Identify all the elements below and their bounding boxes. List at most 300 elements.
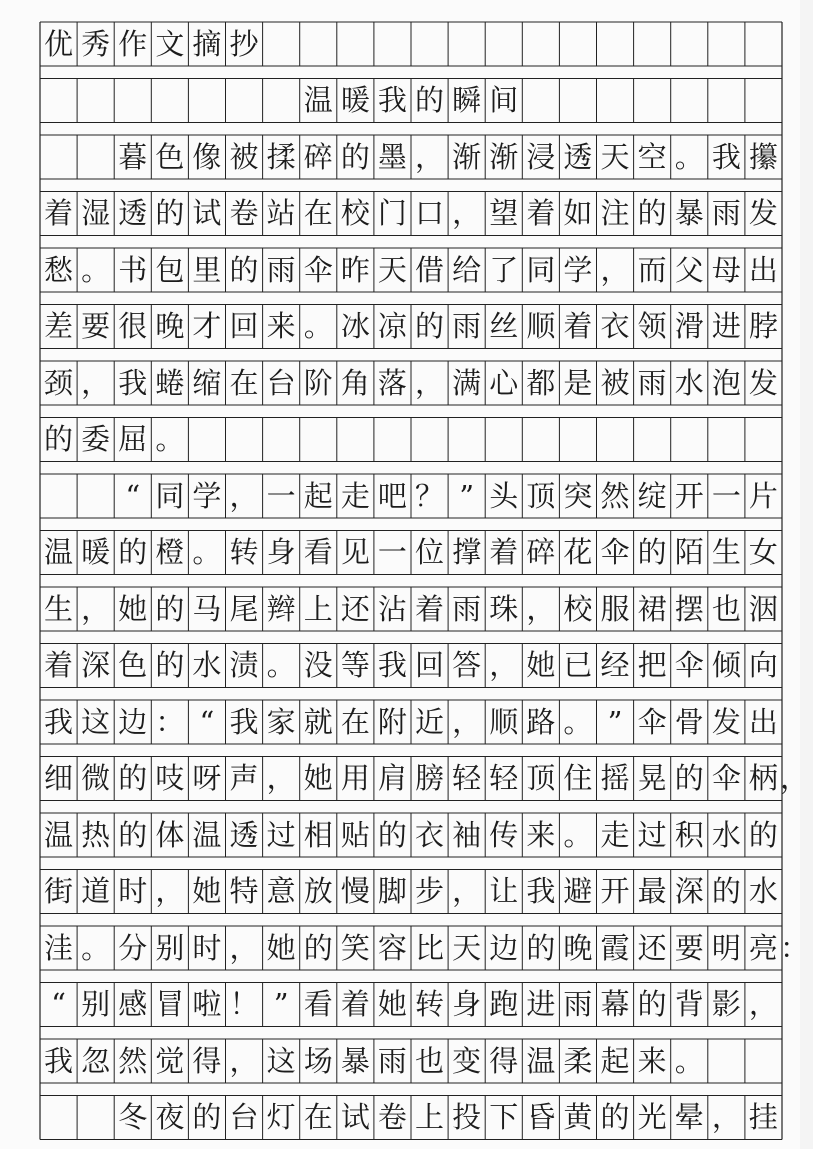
grid-character: 雨 [266, 252, 296, 287]
grid-character: 的 [118, 535, 148, 569]
grid-character: 着 [340, 987, 370, 1021]
grid-character: 晚 [563, 930, 593, 965]
grid-character: 摆 [674, 591, 704, 626]
grid-character: 一 [711, 478, 741, 513]
grid-character: 渐 [452, 139, 482, 174]
grid-character: 感 [118, 987, 148, 1021]
grid-character: 着 [44, 196, 74, 230]
grid-character: 出 [748, 252, 778, 287]
grid-character: 要 [81, 309, 111, 343]
grid-character: 的 [600, 1100, 630, 1134]
grid-character: 学 [563, 252, 593, 287]
grid-character: 温 [44, 817, 74, 852]
grid-character: 。 [303, 309, 333, 343]
grid-character: 碎 [526, 535, 556, 569]
grid-character: 看 [303, 987, 333, 1021]
grid-character: 伞 [637, 704, 667, 739]
grid-character: 差 [44, 309, 74, 343]
grid-character: 角 [340, 365, 370, 400]
grid-character: 雨 [711, 196, 741, 230]
grid-character: 笑 [340, 930, 370, 965]
grid-character: 在 [340, 704, 370, 739]
grid-character: ， [748, 987, 778, 1021]
grid-character: 见 [340, 535, 370, 569]
grid-character: “ [125, 478, 141, 513]
grid-character: 碎 [303, 139, 333, 174]
grid-character: 放 [303, 874, 333, 908]
grid-character: 。 [81, 930, 111, 965]
grid-character: 台 [266, 365, 296, 400]
grid-character: 也 [711, 591, 741, 626]
grid-character: 意 [266, 874, 296, 908]
grid-character: 得 [489, 1043, 519, 1078]
grid-character: 伞 [303, 252, 333, 287]
grid-character: 经 [600, 648, 630, 682]
essay-line [0, 813, 800, 857]
grid-character: ， [526, 591, 556, 626]
grid-character: 试 [340, 1100, 370, 1134]
grid-character: 已 [563, 648, 593, 682]
grid-character: 。 [192, 535, 222, 569]
grid-character: 看 [303, 535, 333, 569]
grid-character: 然 [118, 1043, 148, 1078]
grid-character: 的 [229, 252, 259, 287]
grid-character: 借 [415, 252, 445, 287]
grid-character: 路 [526, 704, 556, 739]
essay-line [0, 135, 800, 179]
grid-character: 来 [637, 1043, 667, 1078]
grid-character: 着 [489, 535, 519, 569]
grid-character: “ [51, 987, 66, 1021]
grid-character: 挂 [748, 1100, 778, 1134]
grid-character: 透 [118, 196, 148, 230]
grid-character: 转 [229, 535, 259, 569]
grid-character: 灯 [266, 1100, 296, 1134]
essay-line [0, 474, 800, 518]
grid-character: 街 [44, 874, 74, 908]
grid-character: 裙 [637, 591, 667, 626]
grid-character: 肩 [377, 761, 407, 795]
grid-character: 柔 [563, 1043, 593, 1078]
essay-line [0, 870, 800, 914]
grid-character: 柄 [748, 761, 778, 795]
grid-character: 领 [637, 309, 667, 343]
grid-character: 暮 [118, 139, 148, 174]
grid-character: 愁 [44, 252, 74, 287]
grid-character: 的 [155, 648, 185, 682]
grid-character: 就 [303, 704, 333, 739]
grid-character: 体 [155, 817, 185, 852]
grid-character: 温 [44, 535, 74, 569]
grid-character: 回 [415, 648, 445, 682]
grid-character: 的 [192, 1100, 222, 1134]
grid-character: 优 [44, 26, 74, 61]
grid-character: 她 [377, 987, 407, 1021]
grid-character: 瞬 [452, 83, 482, 117]
grid-character: 水 [748, 874, 778, 908]
grid-character: 服 [600, 591, 630, 626]
grid-character: 才 [192, 309, 222, 343]
grid-character: 温 [192, 817, 222, 852]
grid-character: 冰 [340, 309, 370, 343]
grid-character: 色 [118, 648, 148, 682]
grid-character: 场 [303, 1043, 333, 1078]
grid-character: 呀 [192, 761, 222, 795]
grid-character: 暴 [340, 1043, 370, 1078]
grid-character: 倾 [711, 648, 741, 682]
grid-character: 黄 [563, 1100, 593, 1134]
grid-character [77, 474, 114, 518]
grid-character: 洼 [44, 930, 74, 965]
grid-character: 袖 [452, 817, 482, 852]
grid-character: 边 [118, 704, 148, 739]
grid-character: 一 [266, 478, 296, 513]
grid-character: 的 [415, 309, 445, 343]
grid-character: 委 [81, 422, 111, 456]
grid-character: 阶 [303, 365, 333, 400]
grid-character: 转 [415, 987, 445, 1021]
essay-line [0, 757, 810, 801]
grid-character: 的 [44, 422, 74, 456]
grid-character: ！ [229, 987, 259, 1021]
grid-character: 脚 [377, 874, 407, 908]
grid-character: 着 [563, 309, 593, 343]
grid-character: 在 [303, 1100, 333, 1134]
grid-character: 昨 [340, 252, 370, 287]
grid-character: 轻 [452, 761, 482, 795]
grid-character: 向 [748, 648, 778, 682]
grid-character: 光 [637, 1100, 667, 1134]
grid-character: 母 [711, 252, 741, 287]
grid-character: 答 [452, 648, 482, 682]
grid-character: 顺 [489, 704, 519, 739]
grid-character: 滑 [674, 309, 704, 343]
essay-line [0, 531, 800, 575]
grid-character: 伞 [674, 648, 704, 682]
grid-character: 蜷 [155, 365, 185, 400]
grid-character: ， [780, 761, 810, 795]
grid-character: 陌 [674, 535, 704, 569]
grid-character: 的 [526, 930, 556, 965]
grid-character: 包 [155, 252, 185, 287]
grid-character: 我 [711, 139, 741, 174]
grid-character: 被 [600, 365, 630, 400]
grid-character: 传 [489, 817, 519, 852]
grid-character: 雨 [452, 591, 482, 626]
grid-character: 水 [711, 817, 741, 852]
grid-character: 橙 [155, 535, 185, 569]
grid-character: 特 [229, 874, 259, 908]
grid-character: 衣 [600, 309, 630, 343]
grid-character: 抄 [229, 26, 259, 61]
grid-character: 口 [415, 196, 445, 230]
grid-character: 我 [526, 874, 556, 908]
grid-character: 脖 [748, 309, 778, 343]
grid-character: 的 [377, 817, 407, 852]
grid-character: ， [81, 365, 111, 400]
grid-character: 。 [674, 139, 704, 174]
grid-character: ？ [415, 478, 445, 513]
grid-character: 慢 [340, 874, 370, 908]
grid-character: 卷 [377, 1100, 407, 1134]
grid-character: 。 [155, 422, 185, 456]
grid-character: 也 [415, 1043, 445, 1078]
grid-character: 积 [674, 817, 704, 852]
grid-character: 开 [674, 478, 704, 513]
grid-character: 出 [748, 704, 778, 739]
grid-character: 边 [489, 930, 519, 965]
grid-character: 啦 [192, 987, 222, 1021]
grid-character: ， [452, 196, 482, 230]
grid-character: 还 [340, 591, 370, 626]
grid-character: 开 [600, 874, 630, 908]
grid-character: 马 [192, 591, 222, 626]
grid-character: 吧 [377, 478, 407, 513]
grid-character: 水 [674, 365, 704, 400]
grid-character: 了 [489, 252, 519, 287]
grid-character: 得 [192, 1043, 222, 1078]
grid-character: 的 [155, 196, 185, 230]
grid-character: 文 [155, 26, 185, 61]
grid-character: 的 [303, 930, 333, 965]
essay-line [0, 361, 800, 405]
grid-character: ： [155, 704, 185, 739]
essay-line [0, 926, 810, 970]
grid-character: 步 [415, 874, 445, 908]
grid-character: 顺 [526, 309, 556, 343]
grid-character: 身 [266, 535, 296, 569]
grid-character: 上 [303, 591, 333, 626]
grid-character: 我 [118, 365, 148, 400]
grid-character [40, 474, 77, 518]
grid-character: 尾 [229, 591, 259, 626]
grid-character: 的 [748, 817, 778, 852]
grid-character: 头 [489, 478, 519, 513]
grid-character: 我 [44, 1043, 74, 1078]
grid-character: 霞 [600, 930, 630, 965]
grid-character: 觉 [155, 1043, 185, 1078]
grid-character: 最 [637, 874, 667, 908]
grid-character: 她 [266, 930, 296, 965]
grid-character: 墨 [377, 139, 407, 174]
grid-character: 变 [452, 1043, 482, 1078]
grid-character: 上 [415, 1100, 445, 1134]
grid-character: 。 [81, 252, 111, 287]
grid-character: 让 [489, 874, 519, 908]
grid-character: 注 [600, 196, 630, 230]
grid-character: 揉 [266, 139, 296, 174]
essay-line [0, 192, 800, 236]
grid-character: 的 [340, 139, 370, 174]
grid-character: 都 [526, 365, 556, 400]
grid-character: 暖 [81, 535, 111, 569]
grid-character: 透 [229, 817, 259, 852]
grid-character: 走 [600, 817, 630, 852]
grid-character: 雨 [452, 309, 482, 343]
grid-character: 生 [711, 535, 741, 569]
grid-character: 试 [192, 196, 222, 230]
grid-character: 的 [155, 591, 185, 626]
grid-character: ” [607, 704, 623, 739]
grid-character: ， [711, 1100, 741, 1134]
grid-character: 校 [563, 591, 593, 626]
grid-character: 的 [637, 196, 667, 230]
grid-character: 我 [229, 704, 259, 739]
grid-character: 生 [44, 591, 74, 626]
grid-character: ， [489, 648, 519, 682]
grid-character: 雨 [637, 365, 667, 400]
grid-character: 影 [711, 987, 741, 1021]
grid-character: 渍 [229, 648, 259, 682]
grid-character: 很 [118, 309, 148, 343]
grid-character: 进 [526, 987, 556, 1021]
grid-character: 屈 [118, 422, 148, 456]
grid-character: 父 [674, 252, 704, 287]
grid-character: 她 [303, 761, 333, 795]
grid-character: 的 [637, 535, 667, 569]
grid-character: 卷 [229, 196, 259, 230]
essay-line [0, 1096, 800, 1140]
grid-character: 间 [489, 83, 519, 117]
grid-character: 热 [81, 817, 111, 852]
grid-character: 着 [415, 591, 445, 626]
grid-character: 细 [44, 761, 74, 795]
grid-character: 着 [526, 196, 556, 230]
grid-character: ， [266, 761, 296, 795]
grid-character: 顶 [526, 761, 556, 795]
grid-character: 时 [192, 930, 222, 965]
grid-character: 站 [266, 196, 296, 230]
grid-character: 片 [748, 478, 778, 513]
grid-character: 等 [340, 648, 370, 682]
grid-character: ， [600, 252, 630, 287]
essay-line [0, 248, 800, 292]
grid-character: 洇 [748, 591, 778, 626]
grid-character: 避 [563, 874, 593, 908]
grid-character: 她 [192, 874, 222, 908]
grid-character: 这 [266, 1043, 296, 1078]
grid-character: 晃 [637, 761, 667, 795]
grid-character: 摇 [600, 761, 630, 795]
grid-character: 微 [81, 761, 111, 795]
grid-character: 颈 [44, 365, 74, 400]
grid-character: 心 [489, 365, 519, 400]
grid-character: 她 [526, 648, 556, 682]
grid-character: 冒 [155, 987, 185, 1021]
grid-character: 发 [748, 365, 778, 400]
grid-character: 泡 [711, 365, 741, 400]
grid-character: 骨 [674, 704, 704, 739]
grid-character: 摘 [192, 26, 222, 61]
grid-character [40, 1096, 77, 1140]
grid-character: 下 [489, 1100, 519, 1134]
grid-character: 像 [192, 139, 222, 174]
grid-character: 伞 [711, 761, 741, 795]
grid-character: 而 [637, 252, 667, 287]
grid-character: 住 [563, 761, 593, 795]
grid-character: 的 [637, 987, 667, 1021]
grid-character: 空 [637, 139, 667, 174]
grid-character: 别 [81, 987, 111, 1021]
grid-character: 天 [600, 139, 630, 174]
grid-character: 发 [748, 196, 778, 230]
grid-character: 被 [229, 139, 259, 174]
grid-character: 晕 [674, 1100, 704, 1134]
grid-character: 我 [377, 648, 407, 682]
grid-character: 天 [452, 930, 482, 965]
grid-character: 凉 [377, 309, 407, 343]
grid-character: 时 [118, 874, 148, 908]
grid-character: 暴 [674, 196, 704, 230]
grid-character: 沾 [377, 591, 407, 626]
grid-character: 家 [266, 704, 296, 739]
grid-character: 膀 [415, 761, 445, 795]
grid-character: 暖 [340, 83, 370, 117]
grid-character: 的 [118, 817, 148, 852]
essay-line [0, 418, 800, 462]
grid-character: ， [415, 139, 445, 174]
grid-character: 身 [452, 987, 482, 1021]
grid-character [77, 135, 114, 179]
grid-character [77, 1096, 114, 1140]
grid-character: ， [155, 874, 185, 908]
grid-character: 把 [637, 648, 667, 682]
grid-character: 满 [452, 365, 482, 400]
grid-character: 一 [377, 535, 407, 569]
grid-character: 顶 [526, 478, 556, 513]
grid-character: 温 [526, 1043, 556, 1078]
grid-character: 如 [563, 196, 593, 230]
grid-character: 的 [118, 761, 148, 795]
grid-character: 用 [340, 761, 370, 795]
grid-character: 还 [637, 930, 667, 965]
grid-character: 声 [229, 761, 259, 795]
grid-character: 门 [377, 196, 407, 230]
grid-character: 是 [563, 365, 593, 400]
essay-line [0, 587, 800, 631]
grid-character: ” [273, 987, 289, 1021]
grid-character: 。 [674, 1043, 704, 1078]
grid-character: 雨 [563, 987, 593, 1021]
grid-character: 明 [711, 930, 741, 965]
grid-character: 过 [637, 817, 667, 852]
grid-character: 学 [192, 478, 222, 513]
grid-character: ， [229, 1043, 259, 1078]
essay-line [0, 983, 800, 1027]
grid-character: 秀 [81, 26, 111, 61]
grid-character: 台 [229, 1100, 259, 1134]
essay-title [0, 79, 800, 123]
grid-character: 里 [192, 252, 222, 287]
grid-character: ， [452, 704, 482, 739]
essay-line [0, 1039, 800, 1083]
grid-character: 冬 [118, 1100, 148, 1134]
grid-character: 吱 [155, 761, 185, 795]
grid-character: 晚 [155, 309, 185, 343]
grid-character: 缩 [192, 365, 222, 400]
grid-character: 在 [229, 365, 259, 400]
grid-character: 分 [118, 930, 148, 965]
grid-character: 透 [563, 139, 593, 174]
grid-character: 绽 [637, 478, 667, 513]
grid-character: 的 [711, 874, 741, 908]
grid-character: 贴 [340, 817, 370, 852]
grid-character: 作 [118, 26, 148, 61]
grid-character: 珠 [489, 591, 519, 626]
grid-character: 跑 [489, 987, 519, 1021]
essay-line [0, 700, 800, 744]
essay-line [0, 305, 800, 349]
